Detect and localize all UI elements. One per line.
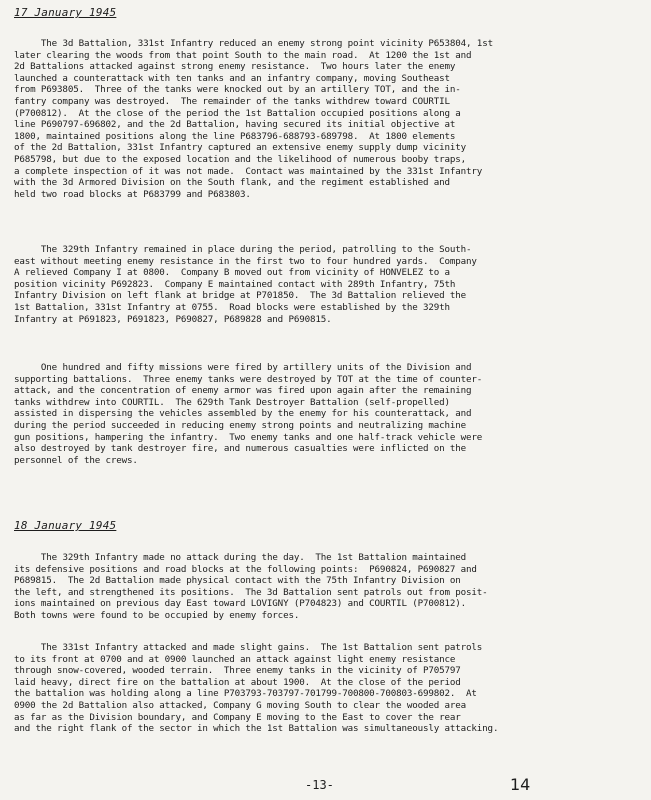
paragraph: The 329th Infantry remained in place during the period, patrolling to the South- east without meeting enemy resistance in the first two to four hundred yards. Company A relieved Company I at 0800. Company B moved out from vicinity of HONVELEZ to a position vicinity P692823. Company E maintained contact with 289th Infantry, 75th Infantry Division on left flank at bridge at P701850. The 3d Battalion relieved the 1st Battalion, 331st Infantry at 0755. Road blocks were established by the 329th Infantry at P691823, P691823, P690827, P689828 and P690815. (14, 244, 477, 325)
page-number: -13- (305, 778, 334, 792)
section-date: 18 January 1945 (14, 519, 117, 532)
paragraph: One hundred and fifty missions were fired by artillery units of the Division and supporting battalions. Three enemy tanks were destroyed by TOT at the time of counter- attack, and the concentration of enemy armor was fired upon again after the remaining tanks withdrew into COURTIL. The 629th Tank Destroyer Battalion (self-propelled) assisted in dispersing the vehicles assembled by the enemy for his counterattack, and during the period succeeded in reducing enemy strong points and neutralizing machine gun positions, hampering the infantry. Two enemy tanks and one half-track vehicle were also destroyed by tank destroyer fire, and numerous casualties were inflicted on the personnel of the crews. (14, 362, 483, 466)
section-date: 17 January 1945 (14, 6, 117, 19)
paragraph: The 329th Infantry made no attack during the day. The 1st Battalion maintained its defensive positions and road blocks at the following points: P690824, P690827 and P689815. The 2d Battalion made physical contact with the 75th Infantry Division on the left, and strengthened its positions. The 3d Battalion sent patrols out from posit- ions maintained on previous day East toward LOVIGNY (P704823) and COURTIL (P700812). Both towns were found to be occupied by enemy forces. (14, 552, 488, 621)
paragraph: The 3d Battalion, 331st Infantry reduced an enemy strong point vicinity P653804, 1st later clearing the woods from that point South to the main road. At 1200 the 1st and 2d Battalions attacked against strong enemy resistance. Two hours later the enemy launched a counterattack with ten tanks and an infantry company, moving Southeast from P693805. Three of the tanks were knocked out by an artillery TOT, and the in- fantry company was destroyed. The remainder of the tanks withdrew toward COURTIL (P700812). At the close of the period the 1st Battalion occupied positions along a line P690797-696802, and the 2d Battalion, having secured its initial objective at 1800, maintained positions along the line P683796-688793-689798. At 1800 elements of the 2d Battalion, 331st Infantry captured an extensive enemy supply dump vicinity P685798, but due to the exposed location and the likelihood of numerous booby traps, a complete inspection of it was not made. Contact was maintained by the 331st Infantry with the 3d Armored Division on the South flank, and the regiment established and held two road blocks at P683799 and P683803. (14, 38, 493, 200)
page-footer (0, 775, 651, 797)
handwritten-page-number: 14 (510, 775, 531, 794)
paragraph: The 331st Infantry attacked and made slight gains. The 1st Battalion sent patrols to its front at 0700 and at 0900 launched an attack against light enemy resistance through snow-covered, wooded terrain. Three enemy tanks in the vicinity of P705797 laid heavy, direct fire on the battalion at about 1900. At the close of the period the battalion was holding along a line P703793-703797-701799-700800-700803-699802. At 0900 the 2d Battalion also attacked, Company G moving South to clear the wooded area as far as the Division boundary, and Company E moving to the East to cover the rear and the right flank of the sector in which the 1st Battalion was simultaneously attacking. (14, 642, 499, 735)
